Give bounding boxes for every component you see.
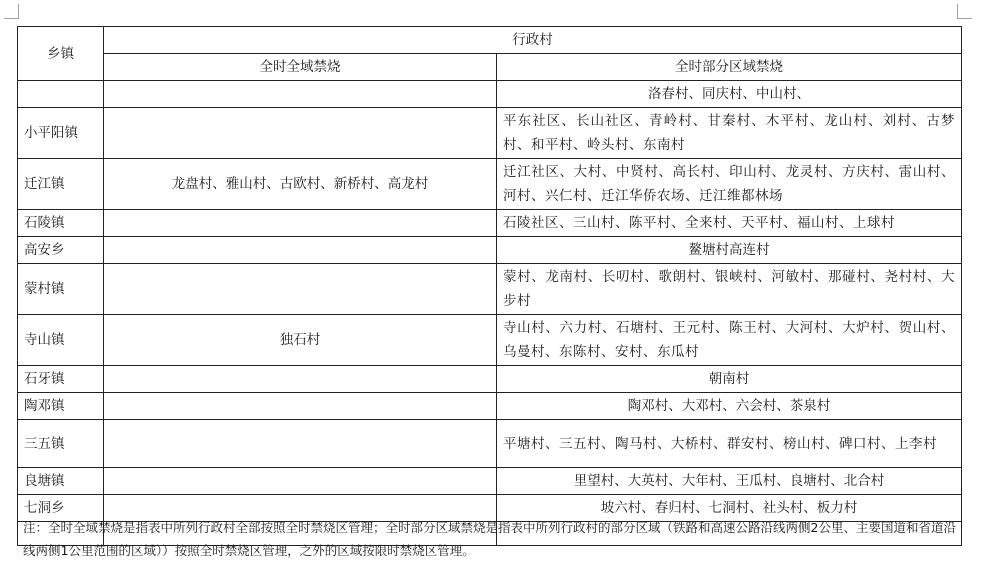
full-ban-cell	[104, 264, 497, 315]
town-cell: 寺山镇	[18, 315, 104, 366]
partial-ban-cell: 里望村、大英村、大年村、王瓜村、良塘村、北合村	[497, 468, 962, 495]
header-village: 行政村	[104, 27, 962, 54]
table-row	[18, 264, 962, 315]
partial-ban-cell: 朝南村	[497, 366, 962, 393]
table-row	[18, 366, 962, 393]
partial-ban-cell: 平塘村、三五村、陶马村、大桥村、群安村、榜山村、碑口村、上李村	[497, 420, 962, 468]
town-cell: 高安乡	[18, 237, 104, 264]
town-cell: 蒙村镇	[18, 264, 104, 315]
partial-ban-cell: 寺山村、六力村、石塘村、王元村、陈王村、大河村、大炉村、贺山村、乌曼村、东陈村、安村、东瓜村	[497, 315, 962, 366]
full-ban-cell	[104, 366, 497, 393]
full-ban-cell	[104, 420, 497, 468]
town-cell: 小平阳镇	[18, 108, 104, 159]
table-row	[18, 210, 962, 237]
table-row	[18, 159, 962, 210]
town-cell	[18, 81, 104, 108]
header-partial-area: 全时部分区域禁烧	[497, 54, 962, 81]
header-full-area: 全时全域禁烧	[104, 54, 497, 81]
partial-ban-cell: 蒙村、龙南村、长叨村、歌朗村、银峡村、河敏村、那碰村、尧村村、大步村	[497, 264, 962, 315]
partial-ban-cell: 陶邓村、大邓村、六会村、茶泉村	[497, 393, 962, 420]
partial-ban-cell: 鳌塘村高连村	[497, 237, 962, 264]
partial-ban-cell: 坡六村、春归村、七洞村、社头村、板力村	[497, 495, 962, 522]
full-ban-cell: 独石村	[104, 315, 497, 366]
full-ban-cell: 龙盘村、雅山村、古欧村、新桥村、高龙村	[104, 159, 497, 210]
town-cell: 迁江镇	[18, 159, 104, 210]
table-row	[18, 237, 962, 264]
town-cell: 三五镇	[18, 420, 104, 468]
full-ban-cell	[104, 393, 497, 420]
full-ban-cell	[104, 210, 497, 237]
table-row	[18, 315, 962, 366]
partial-ban-cell: 石陵社区、三山村、陈平村、全来村、天平村、福山村、上球村	[497, 210, 962, 237]
table-row	[18, 81, 962, 108]
page-corner-mark-right	[957, 4, 972, 19]
table-footnote: 注：全时全域禁烧是指表中所列行政村全部按照全时禁烧区管理；全时部分区域禁烧是指表中所列行政村的部分区域（铁路和高速公路沿线两侧2公里、主要国道和省道沿线两侧1公里范围的区域））按照全时禁烧区管理，之外的区域按限时禁烧区管理。	[23, 520, 956, 558]
table-row	[18, 393, 962, 420]
town-cell: 陶邓镇	[18, 393, 104, 420]
town-cell: 良塘镇	[18, 468, 104, 495]
header-town: 乡镇	[18, 27, 104, 81]
full-ban-cell	[104, 81, 497, 108]
table-row	[18, 420, 962, 468]
partial-ban-cell: 平东社区、长山社区、青岭村、甘秦村、木平村、龙山村、刘村、古梦村、和平村、岭头村、东南村	[497, 108, 962, 159]
town-cell: 七洞乡	[18, 495, 104, 522]
partial-ban-cell: 洛春村、同庆村、中山村、	[497, 81, 962, 108]
table-row	[18, 108, 962, 159]
town-cell: 石牙镇	[18, 366, 104, 393]
page-corner-mark-left	[4, 4, 19, 19]
burn-ban-table	[17, 26, 962, 546]
town-cell: 石陵镇	[18, 210, 104, 237]
table-row	[18, 468, 962, 495]
full-ban-cell	[104, 237, 497, 264]
partial-ban-cell: 迁江社区、大村、中贤村、高长村、印山村、龙灵村、方庆村、雷山村、河村、兴仁村、迁江华侨农场、迁江维都林场	[497, 159, 962, 210]
full-ban-cell	[104, 108, 497, 159]
full-ban-cell	[104, 468, 497, 495]
